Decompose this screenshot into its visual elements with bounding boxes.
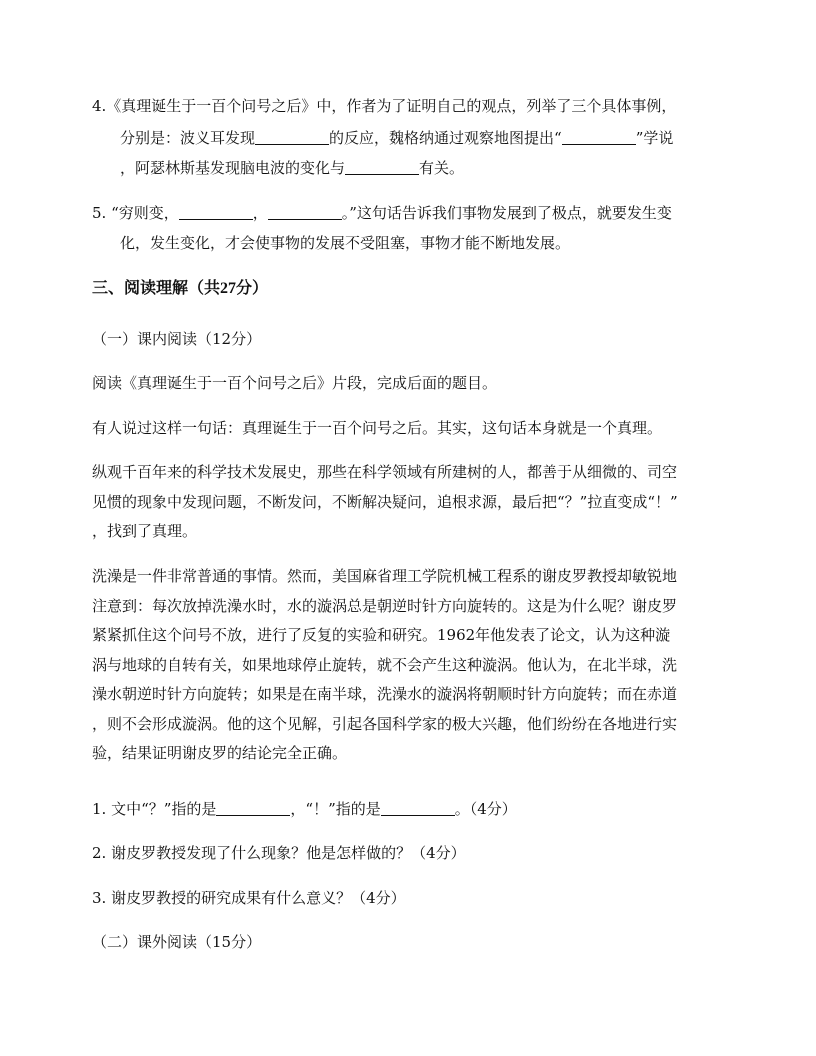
- paragraph-3-line: ，则不会形成漩涡。他的这个见解，引起各国科学家的极大兴趣，他们纷纷在各地进行实: [92, 715, 678, 733]
- q5-text: ，: [252, 204, 268, 222]
- answer-blank[interactable]: [345, 160, 419, 175]
- paragraph-2-line: 见惯的现象中发现问题，不断发问，不断解决疑问，追根求源，最后把“？”拉直变成“！”: [92, 493, 678, 511]
- question-1: [92, 799, 517, 819]
- paragraph-2-line: 纵观千百年来的科学技术发展史，那些在科学领域有所建树的人，都善于从细微的、司空: [92, 463, 678, 481]
- q4-text: 分别是：波义耳发现: [120, 129, 256, 147]
- paragraph-2-line: ，找到了真理。: [92, 522, 198, 540]
- q4-text: ”学说: [635, 129, 674, 147]
- answer-blank[interactable]: [268, 205, 342, 220]
- q5-text: 化，发生变化，才会使事物的发展不受阻塞，事物才能不断地发展。: [120, 234, 571, 252]
- q5-text: 5. “穷则变，: [92, 204, 179, 222]
- q4-text: 有关。: [419, 159, 465, 177]
- paragraph-3-line: 涡与地球的自转有关，如果地球停止旋转，就不会产生这种漩涡。他认为，在北半球，洗: [92, 656, 678, 674]
- part1-instruction: 阅读《真理诞生于一百个问号之后》片段，完成后面的题目。: [92, 374, 498, 392]
- answer-blank[interactable]: [179, 205, 253, 220]
- part2-title: （二）课外阅读（15分）: [92, 933, 262, 951]
- q4-text: ，阿瑟林斯基发现脑电波的变化与: [120, 159, 346, 177]
- q4-line-2: [120, 128, 673, 148]
- q4-line-3: [120, 158, 464, 178]
- paragraph-3-line: 紧紧抓住这个问号不放，进行了反复的实验和研究。1962年他发表了论文，认为这种漩: [92, 626, 671, 644]
- section-heading-text: 三、阅读理解（共: [92, 278, 221, 297]
- q4-text: 4.《真理诞生于一百个问号之后》中，作者为了证明自己的观点，列举了三个具体事例，: [92, 97, 677, 115]
- q5-text: 。”这句话告诉我们事物发展到了极点，就要发生变: [341, 204, 672, 222]
- paragraph-3-line: 洗澡是一件非常普通的事情。然而，美国麻省理工学院机械工程系的谢皮罗教授却敏锐地: [92, 567, 678, 585]
- answer-blank[interactable]: [381, 801, 455, 816]
- question-2: 2. 谢皮罗教授发现了什么现象？他是怎样做的？（4分）: [92, 844, 466, 862]
- question-1-text: ，“！”指的是: [290, 800, 381, 818]
- paragraph-3-line: 澡水朝逆时针方向旋转；如果是在南半球，洗澡水的漩涡将朝顺时针方向旋转；而在赤道: [92, 685, 678, 703]
- answer-blank[interactable]: [255, 130, 329, 145]
- paragraph-3-line: 注意到：每次放掉洗澡水时，水的漩涡总是朝逆时针方向旋转的。这是为什么呢？谢皮罗: [92, 597, 678, 615]
- question-1-text: 1. 文中“？”指的是: [92, 800, 217, 818]
- q4-line-1: [92, 96, 676, 116]
- section-heading-score: 27: [220, 280, 237, 297]
- question-3: 3. 谢皮罗教授的研究成果有什么意义？（4分）: [92, 889, 406, 907]
- part1-title: （一）课内阅读（12分）: [92, 330, 262, 348]
- q5-line-1: [92, 203, 672, 223]
- paragraph-1: 有人说过这样一句话：真理诞生于一百个问号之后。其实，这句话本身就是一个真理。: [92, 419, 663, 437]
- section-heading: [92, 278, 268, 299]
- answer-blank[interactable]: [562, 130, 636, 145]
- answer-blank[interactable]: [216, 801, 290, 816]
- q4-text: 的反应，魏格纳通过观察地图提出“: [329, 129, 562, 147]
- section-heading-text: 分）: [236, 278, 269, 297]
- question-1-text: 。（4分）: [454, 800, 517, 818]
- paragraph-3-line: 验，结果证明谢皮罗的结论完全正确。: [92, 744, 348, 762]
- q5-line-2: [120, 233, 570, 253]
